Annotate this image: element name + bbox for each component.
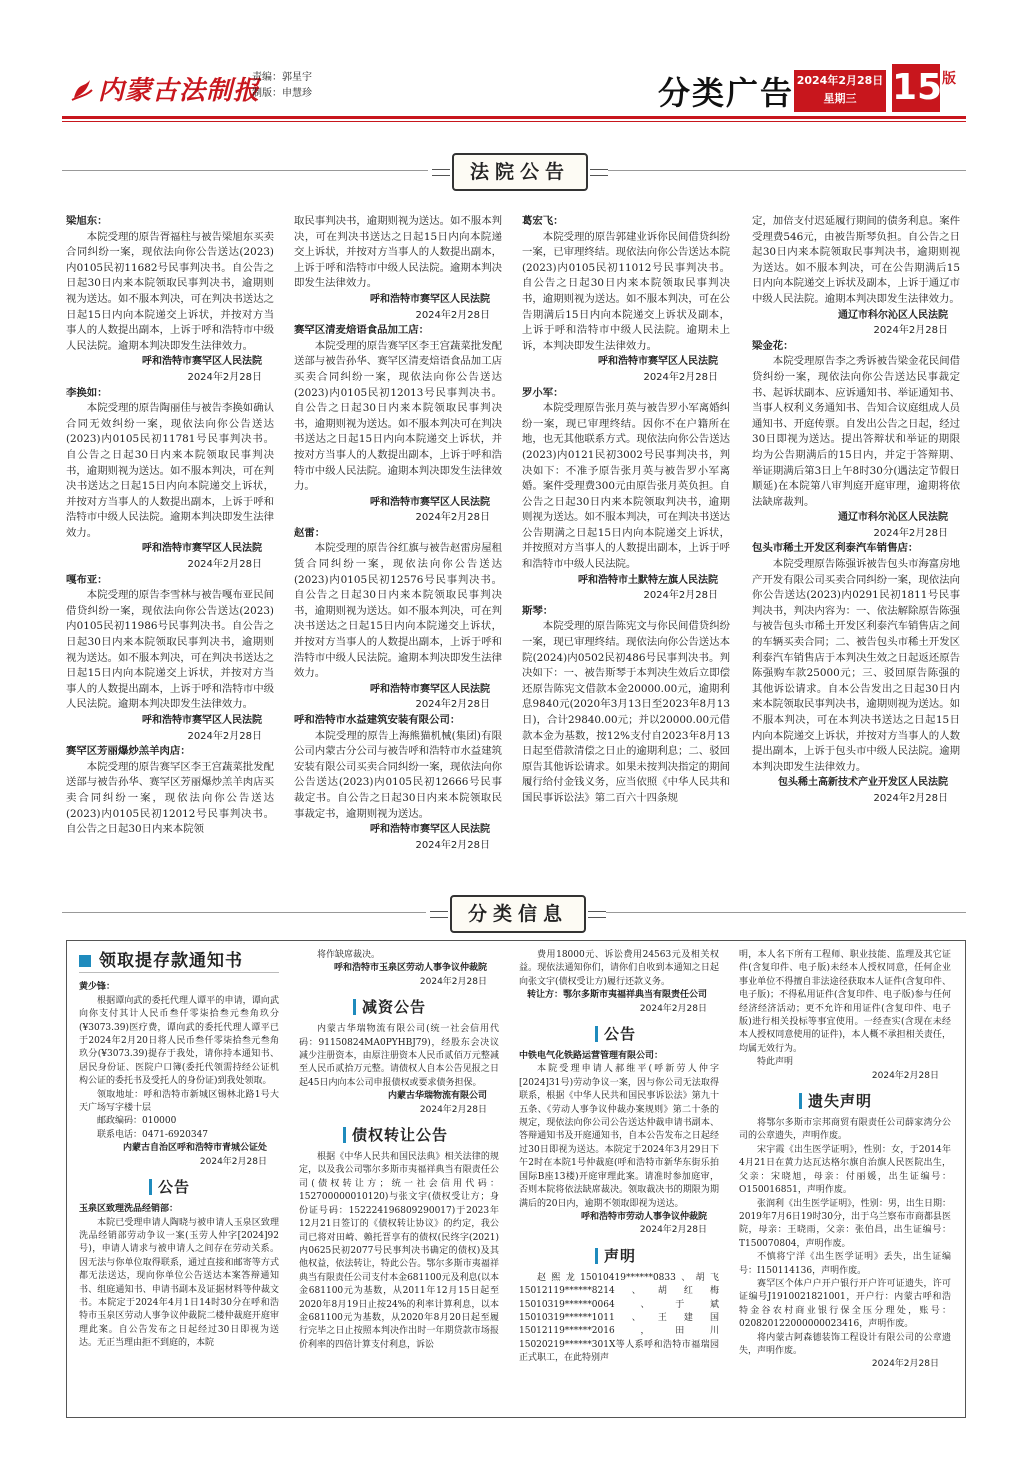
notice-body: 本院受理的原告上海熊猫机械(集团)有限公司内蒙古分公司与被告呼和浩特市水益建筑安装有限公司买卖合同纠纷一案，现依法向你公告送达(2023)内0105民初12666号民事裁定书。自公告之日起30日内来本院领取民事裁定书，逾期则视为送达。 — [294, 729, 502, 820]
notice-body: 取民事判决书，逾期则视为送达。如不服本判决，可在判决书送达之日起15日内向本院递交上诉状，并按对方当事人的人数提出副本，上诉于呼和浩特市中级人民法院。逾期本判决即发生法律效力。 — [294, 215, 502, 290]
classified-column-4 — [739, 949, 951, 1372]
notice-date: 2024年2月28日 — [187, 559, 262, 571]
heading-text: 遗失声明 — [808, 1092, 873, 1111]
header-rule-thin — [62, 121, 966, 122]
notice-org: 呼和浩特市玉泉区劳动人事争议仲裁院 — [333, 963, 487, 974]
body-text: 赵熙龙15010419******0833、胡飞15012119******8214、胡红梅15010319******0064、于斌15010319******1011、王建国15012119******2016，田川15020219******301X等人系呼和浩特市福瑞园正式职工，在此特别声 — [519, 1272, 719, 1364]
notice-court: 包头稀土高新技术产业开发区人民法院 — [778, 777, 948, 789]
sign-off: 特此声明 — [757, 1057, 794, 1068]
notice-org: 内蒙古华瑞物流有限公司 — [387, 1091, 487, 1102]
court-column-4 — [752, 214, 960, 914]
editor-credits — [252, 70, 312, 102]
lost-item: 将内蒙古阿森德装饰工程设计有限公司的公章遗失，声明作废。 — [739, 1332, 951, 1356]
continued-text: 明，本人名下所有工程师、职业技能、监理及其它证件(含复印件、电子版)未经本人授权同意，任何企业事业单位不得擅自非法途径获取本人证件(含复印件、电子版)；不得私用证件(含复印件、电子版)参与任何经济经济活动；更不允许和用证件(含复印件、电子版)进行相关投标等事宜使用。一经查实(含现在未经本人授权同意使用的证件)，本人概不承担相关责任，均属无效行为。 — [739, 950, 951, 1054]
lost-item: 不慎将宁洋《出生医学证明》丢失，出生证编号：I150114136，声明作废。 — [739, 1252, 951, 1276]
court-column-2 — [294, 214, 502, 914]
recipient: 玉泉区致理洗品经销部： — [79, 1204, 179, 1215]
section-title: 分类广告 — [658, 74, 795, 112]
editor-name: 责编：郭星宇 — [252, 72, 312, 83]
notice-body: 本院受理的原告陶丽佳与被告李换如确认合同无效纠纷一案，现依法向你公告送达(2023)内0105民初11781号民事判决书。自公告之日起30日内来本院领取民事判决书，逾期则视为送达。如不服本判决，可在判决书送达之日起15日内向本院递交上诉状，并按对方当事人的人数提出副本，上诉于呼和浩特市中级人民法院。逾期本判决即发生法律效力。 — [66, 402, 274, 539]
flame-logo-icon — [70, 78, 94, 102]
notice-recipient: 赛罕区芳丽爆炒羔羊肉店： — [66, 745, 191, 758]
classified-box — [66, 940, 966, 1418]
heading-text: 领取提存款通知书 — [99, 951, 243, 971]
notice-date: 2024年2月28日 — [873, 325, 948, 337]
notice-recipient: 包头市稀土开发区利泰汽车销售店： — [752, 542, 919, 555]
body-text: 本院已受理申请人陶晓与被申请人玉泉区致理洗品经销部劳动争议一案(玉劳人仲字[2024]92号)，申请人请求与被申请人之间存在劳动关系。因无法与你单位取得联系，通过直接和邮寄等方式都无法送达，现向你单位公告送达本案答辩通知书、组庭通知书、申请书副本及证据材料等仲裁文书。本院定于2024年4月1日14时30分在呼和浩特市玉泉区劳动人事争议仲裁院二楼仲裁庭开庭审理此案。自公告发布之日起经过30日即视为送达。无正当理由拒不到庭的，本院 — [79, 1217, 279, 1349]
classified-column-1 — [79, 949, 279, 1351]
notice-date: 2024年2月28日 — [873, 792, 948, 804]
page-ban-label: 版 — [942, 71, 956, 87]
notice-date: 2024年2月28日 — [643, 590, 718, 602]
lost-item: 将鄂尔多斯市宗邦商贸有限责任公司薛家湾分公司的公章遗失，声明作废。 — [739, 1118, 951, 1142]
notice-date: 2024年2月28日 — [871, 1070, 939, 1081]
lost-item: 张润利《出生医学证明》，性别：男，出生日期：2019年7月6日19时30分，出于乌兰察布市商都县医院，母亲：王晓雨，父亲：张伯昌，出生证编号：T150070804，声明作废。 — [739, 1198, 951, 1249]
notice-date: 2024年2月28日 — [871, 1359, 939, 1370]
banner-rule-left — [62, 170, 428, 171]
body-text: 本院受理申请人郝维平(呼新劳人仲字[2024]31号)劳动争议一案，因与你公司无法取得联系，根据《中华人民共和国民事诉讼法》第九十五条、《劳动人事争议仲裁办案规则》第二十条的规定，现依法向你公司公告送达仲裁申请书副本、答辩通知书及开庭通知书，自本公告发布之日起经过30日即视为送达。本院定于2024年3月29日下午2时在本院1号仲裁庭(呼和浩特市新华东街乐拍国际B座13楼)开庭审理此案。请准时参加庭审，否则本院将依法缺席裁决。领取裁决书的期限为期满后的20日内，逾期不领取即视为送达。 — [519, 1064, 719, 1209]
notice-court: 呼和浩特市赛罕区人民法院 — [598, 356, 718, 368]
court-notice-banner: 法院公告 — [452, 153, 588, 191]
notice-date: 2024年2月28日 — [187, 730, 262, 742]
bar-bullet-icon — [595, 1248, 598, 1264]
court-column-3 — [522, 214, 730, 914]
classified-column-2 — [299, 949, 499, 1352]
producer-name: 制版：申慧珍 — [252, 88, 312, 99]
continued-text: 将作缺席裁决。 — [317, 950, 381, 960]
heading-text: 减资公告 — [362, 998, 427, 1017]
notice-date: 2024年2月28日 — [187, 371, 262, 383]
notice-recipient: 嘎布亚： — [66, 573, 108, 586]
notice-date: 2024年2月28日 — [415, 839, 490, 851]
notice-body: 本院受理的原告郭建业诉你民间借贷纠纷一案，已审理终结。现依法向你公告送达本院(2023)内0105民初11012号民事判决书。自公告之日起30日内来本院领取民事判决书，逾期则视为送达。如不服本判决，可在公告期满后15日内向本院递交上诉状及副本，上诉于呼和浩特市中级人民法院。逾期未上诉，本判决即发生法律效力。 — [522, 230, 730, 352]
notice-body: 本院受理的原告谷红旗与被告赵雷房屋租赁合同纠纷一案，现依法向你公告送达(2023)内0105民初12576号民事判决书。自公告之日起30日内来本院领取民事判决书，逾期则视为送达。如不服本判决，可在判决书送达之日起15日内向本院递交上诉状，并按对方当事人的人数提出副本，上诉于呼和浩特市中级人民法院。逾期本判决即发生法律效力。 — [294, 542, 502, 680]
masthead — [62, 64, 966, 120]
page-number: 15 — [892, 64, 940, 112]
heading-text: 债权转让公告 — [352, 1126, 449, 1145]
notice-court: 通辽市科尔沁区人民法院 — [838, 512, 948, 524]
notice-date: 2024年2月28日 — [415, 699, 490, 711]
notice-date: 2024年2月28日 — [639, 1225, 707, 1236]
lost-item: 宋宇霞《出生医学证明》，性别：女，于2014年4月21日在黄力达瓦达格尔旗自治旗人民医院出生，父亲：宋晓旭，母亲：付丽媛，出生证编号：O150016851，声明作废。 — [739, 1144, 951, 1196]
header-rule — [62, 116, 966, 119]
notice-court: 呼和浩特市赛罕区人民法院 — [142, 356, 262, 368]
notice-court: 呼和浩特市赛罕区人民法院 — [370, 824, 490, 836]
heading-deposit-notice — [79, 951, 279, 973]
classified-rule-left — [62, 912, 426, 913]
banner-rule-right — [608, 170, 966, 171]
notice-date: 2024年2月28日 — [419, 976, 487, 987]
notice-body: 本院受理的原告胥福柱与被告梁旭东买卖合同纠纷一案，现依法向你公告送达(2023)内0105民初11682号民事判决书。自公告之日起30日内来本院领取民事判决书，逾期则视为送达。如不服本判决，可在判决书送达之日起15日内向本院递交上诉状，并按对方当事人的人数提出副本，上诉于呼和浩特市中级人民法院。逾期本判决即发生法律效力。 — [66, 230, 274, 352]
classified-rule-right — [606, 912, 966, 913]
notice-date: 2024年2月28日 — [639, 1003, 707, 1014]
notice-court: 呼和浩特市赛罕区人民法院 — [142, 543, 262, 555]
notice-date: 2024年2月28日 — [199, 1156, 267, 1167]
notice-court: 通辽市科尔沁区人民法院 — [838, 309, 948, 321]
bar-bullet-icon — [343, 1127, 346, 1143]
notice-recipient: 呼和浩特市水益建筑安装有限公司： — [294, 714, 461, 726]
bar-bullet-icon — [595, 1026, 598, 1042]
newspaper-logo — [70, 70, 260, 107]
issue-weekday: 星期三 — [823, 92, 857, 105]
notice-date: 2024年2月28日 — [873, 527, 948, 539]
notice-body: 本院受理的原告赛罕区李王宫蔬菜批发配送部与被告孙华、赛罕区芳丽爆炒羔羊肉店买卖合同纠纷一案，现依法向你公告送达(2023)内0105民初12012号民事判决书。自公告之日起30日内来本院领 — [66, 760, 274, 836]
notice-recipient: 斯琴： — [522, 604, 554, 617]
notice-date: 2024年2月28日 — [643, 371, 718, 383]
notice-date: 2024年2月28日 — [415, 309, 490, 321]
date-box — [794, 70, 886, 112]
notice-body: 本院受理的原告陈宪文与你民间借贷纠纷一案，现已审理终结。现依法向你公告送达本院(2024)内0502民初486号民事判决书。判决如下：一、被告斯琴于本判决生效后立即偿还原告陈宪文借款本金20000.00元，逾期利息9840元(2020年3月13日至2023年8月13日)，合计29840.00元；并以20000.00元借款本金为基数，按12%支付自2023年8月13日起至借款清偿之日止的逾期利息；二、驳回原告其他诉讼请求。如果未按判决指定的期间履行给付金钱义务，应当依照《中华人民共和国民事诉讼法》第二百六十四条规 — [522, 620, 730, 804]
notice-body: 本院受理的原告赛罕区李王宫蔬菜批发配送部与被告孙华、赛罕区清麦焙语食品加工店买卖合同纠纷一案，现依法向你公告送达(2023)内0105民初12013号民事判决书。自公告之日起30日内来本院领取民事判决书，逾期则视为送达。如不服本判决可在判决书送达之日起15日内向本院递交上诉状，并按对方当事人的人数提出副本，上诉于呼和浩特市中级人民法院。逾期本判决即发生法律效力。 — [294, 339, 502, 493]
notice-recipient: 梁金花： — [752, 339, 794, 352]
court-column-1 — [66, 214, 274, 914]
notice-court: 呼和浩特市赛罕区人民法院 — [370, 683, 490, 695]
body-text: 根据谭向武的委托代理人谭平的申请，谭向武向你支付其计人民币叁仟零柒拾叁元叁角玖分(¥3073.39)医疗费，谭向武的委托代理人谭平已于2024年2月20日将人民币叁仟零柒拾叁元叁角玖分(¥3073.39)提存于我处，请你持本通知书、居民身份证、医院户口簿(委托代领需持经公证机构公证的委托书及受托人的身份证)到我处领取。 — [79, 995, 279, 1087]
heading-announcement — [79, 1179, 279, 1195]
notice-body: 本院受理的原告李雪林与被告嘎布亚民间借贷纠纷一案，现依法向你公告送达(2023)内0105民初11986号民事判决书。自公告之日起30日内来本院领取民事判决书，逾期则视为送达。如不服本判决，可在判决书送达之日起15日内向本院递交上诉状，并按对方当事人的人数提出副本，上诉于呼和浩特市中级人民法院。逾期本判决即发生法律效力。 — [66, 589, 274, 711]
notice-date: 2024年2月28日 — [419, 1104, 487, 1115]
body-text: 内蒙古华瑞物流有限公司(统一社会信用代码：91150824MA0PYHBJ79)，经股东会决议减少注册资本，由原注册资本人民币贰佰万元整减至人民币贰拾万元整。请债权人自本公告见报之日起45日内向本公司申报债权或要求债务担保。 — [299, 1024, 499, 1088]
heading-announcement — [519, 1026, 719, 1042]
notice-court: 呼和浩特市赛罕区人民法院 — [142, 715, 262, 726]
notice-recipient: 罗小军： — [522, 386, 564, 399]
notice-court: 呼和浩特市赛罕区人民法院 — [370, 293, 490, 305]
heading-text: 公告 — [158, 1178, 191, 1197]
heading-loss-statement — [739, 1093, 951, 1109]
notice-body: 定，加倍支付迟延履行期间的债务利息。案件受理费546元，由被告斯琴负担。自公告之日起30日内来本院领取民事判决书，逾期则视为送达。如不服本判决，可在公告期满后15日内向本院递交上诉状及副本，上诉于通辽市中级人民法院。逾期本判决即发生法律效力。 — [752, 215, 960, 305]
heading-debt-transfer — [299, 1127, 499, 1143]
square-bullet-icon — [79, 955, 91, 967]
notice-recipient: 葛宏飞： — [522, 215, 564, 227]
notice-recipient: 李换如： — [66, 386, 108, 399]
notice-org: 内蒙古自治区呼和浩特市青城公证处 — [122, 1143, 267, 1154]
recipient: 中铁电气化铁路运营管理有限公司： — [519, 1051, 664, 1062]
phone-line: 联系电话：0471-6920347 — [97, 1129, 209, 1140]
notice-body: 本院受理原告张月英与被告罗小军离婚纠纷一案，现已审理终结。因你不在户籍所在地，也无其他联系方式。现依法向你公告送达(2023)内0121民初3002号民事判决书，判决如下：不准予原告张月英与被告罗小军离婚。案件受理费300元由原告张月英负担。自公告之日起30日内来本院领取判决书，逾期则视为送达。如不服本判决，可在判决书送达公告期满之日起15日内向本院递交上诉状，并按照对方当事人的人数提出副本，上诉于呼和浩特市中级人民法院。 — [522, 402, 730, 571]
notice-court: 呼和浩特市土默特左旗人民法院 — [578, 574, 718, 586]
heading-capital-reduction — [299, 999, 499, 1015]
lost-items-list — [739, 1117, 951, 1358]
bar-bullet-icon — [799, 1093, 802, 1109]
lost-item: 赛罕区个体户户开户银行开户许可证遗失，许可证编号J1910021821001，开户行：内蒙古呼和浩特金谷农村商业银行保全压分理处，账号：020820122000000023416，声明作废。 — [739, 1278, 951, 1330]
notice-body: 本院受理原告陈强诉被告包头市海富房地产开发有限公司买卖合同纠纷一案，现依法向你公告送达(2023)内0291民初1811号民事判决书，判决内容为：一、依法解除原告陈强与被告包头市稀土开发区利泰汽车销售店之间的车辆买卖合同；二、被告包头市稀土开发区利泰汽车销售店于本判决生效之日起返还原告陈强购车款25000元；三、驳回原告陈强的其他诉讼请求。自本公告发出之日起30日内来本院领取民事判决书，逾期则视为送达。如不服本判决，可在本判决书送达之日起15日内向本院递交上诉状，并按对方当事人的人数提出副本，上诉于包头市中级人民法院。逾期本判决即发生法律效力。 — [752, 558, 960, 773]
issue-date: 2024年2月28日 — [796, 74, 884, 87]
heading-text: 声明 — [604, 1246, 637, 1265]
notice-org: 转让方：鄂尔多斯市夷福祥典当有限责任公司 — [526, 990, 707, 1001]
notice-recipient: 赵雷： — [294, 526, 326, 539]
logo-text: 内蒙古法制报 — [98, 76, 261, 106]
recipient: 黄少锋： — [79, 982, 116, 993]
postcode-line: 邮政编码：010000 — [97, 1116, 177, 1127]
heading-statement — [519, 1248, 719, 1264]
notice-recipient: 梁旭东： — [66, 215, 108, 227]
body-text: 根据《中华人民共和国民法典》相关法律的规定，以及我公司鄂尔多斯市夷福祥典当有限责任公司(债权转让方；统一社会信用代码：152700000010120)与张文宇(债权受让方；身份证号码：152224196809290017)于2023年12月21日签订的《债权转让协议》的约定，我公司已将对田崎、赖托晋享有的债权(民终字(2021)内0625民初2077号民事判决书确定的债权)及其他权益，依法转让，特此公告。鄂尔多斯市夷福祥典当有限责任公司支付本金681100元及利息(以本金681100元为基数，从2011年12月15日起至2020年8月19日止按24%的利率计算利息，以本金681100元为基数，从2020年8月20日起至履行完毕之日止按照本判决作出时一年期贷款市场报价利率的四倍计算支付利息，诉讼 — [299, 1152, 499, 1350]
notice-court: 呼和浩特市赛罕区人民法院 — [370, 496, 490, 508]
heading-text: 公告 — [604, 1025, 637, 1044]
address-line: 领取地址：呼和浩特市新城区锡林北路1号大天广场写字楼十层 — [79, 1089, 279, 1114]
notice-org: 呼和浩特市劳动人事争议仲裁院 — [580, 1211, 707, 1222]
notice-date: 2024年2月28日 — [415, 512, 490, 524]
notice-recipient: 赛罕区清麦焙语食品加工店： — [294, 324, 430, 337]
notice-body: 本院受理原告李之秀诉被告梁金花民间借贷纠纷一案，现依法向你公告送达民事裁定书、起诉状副本、应诉通知书、举证通知书、当事人权利义务通知书、告知合议庭组成人员通知书、开庭传票。自发出公告之日起，经过30日即视为送达。提出答辩状和举证的期限均为公告期满后的15日内，并定于答辩期、举证期满后第3日上午8时30分(遇法定节假日顺延)在本院第八审判庭开庭审理，逾期将依法缺席裁判。 — [752, 355, 960, 508]
bar-bullet-icon — [353, 999, 356, 1015]
continued-text: 费用18000元、诉讼费用24563元及相关权益。现依法通知你们，请你们自收到本通知之日起向张文宇(债权受让方)履行还款义务。 — [519, 950, 719, 987]
bar-bullet-icon — [149, 1179, 152, 1195]
classified-banner: 分类信息 — [450, 895, 586, 933]
classified-column-3 — [519, 949, 719, 1366]
